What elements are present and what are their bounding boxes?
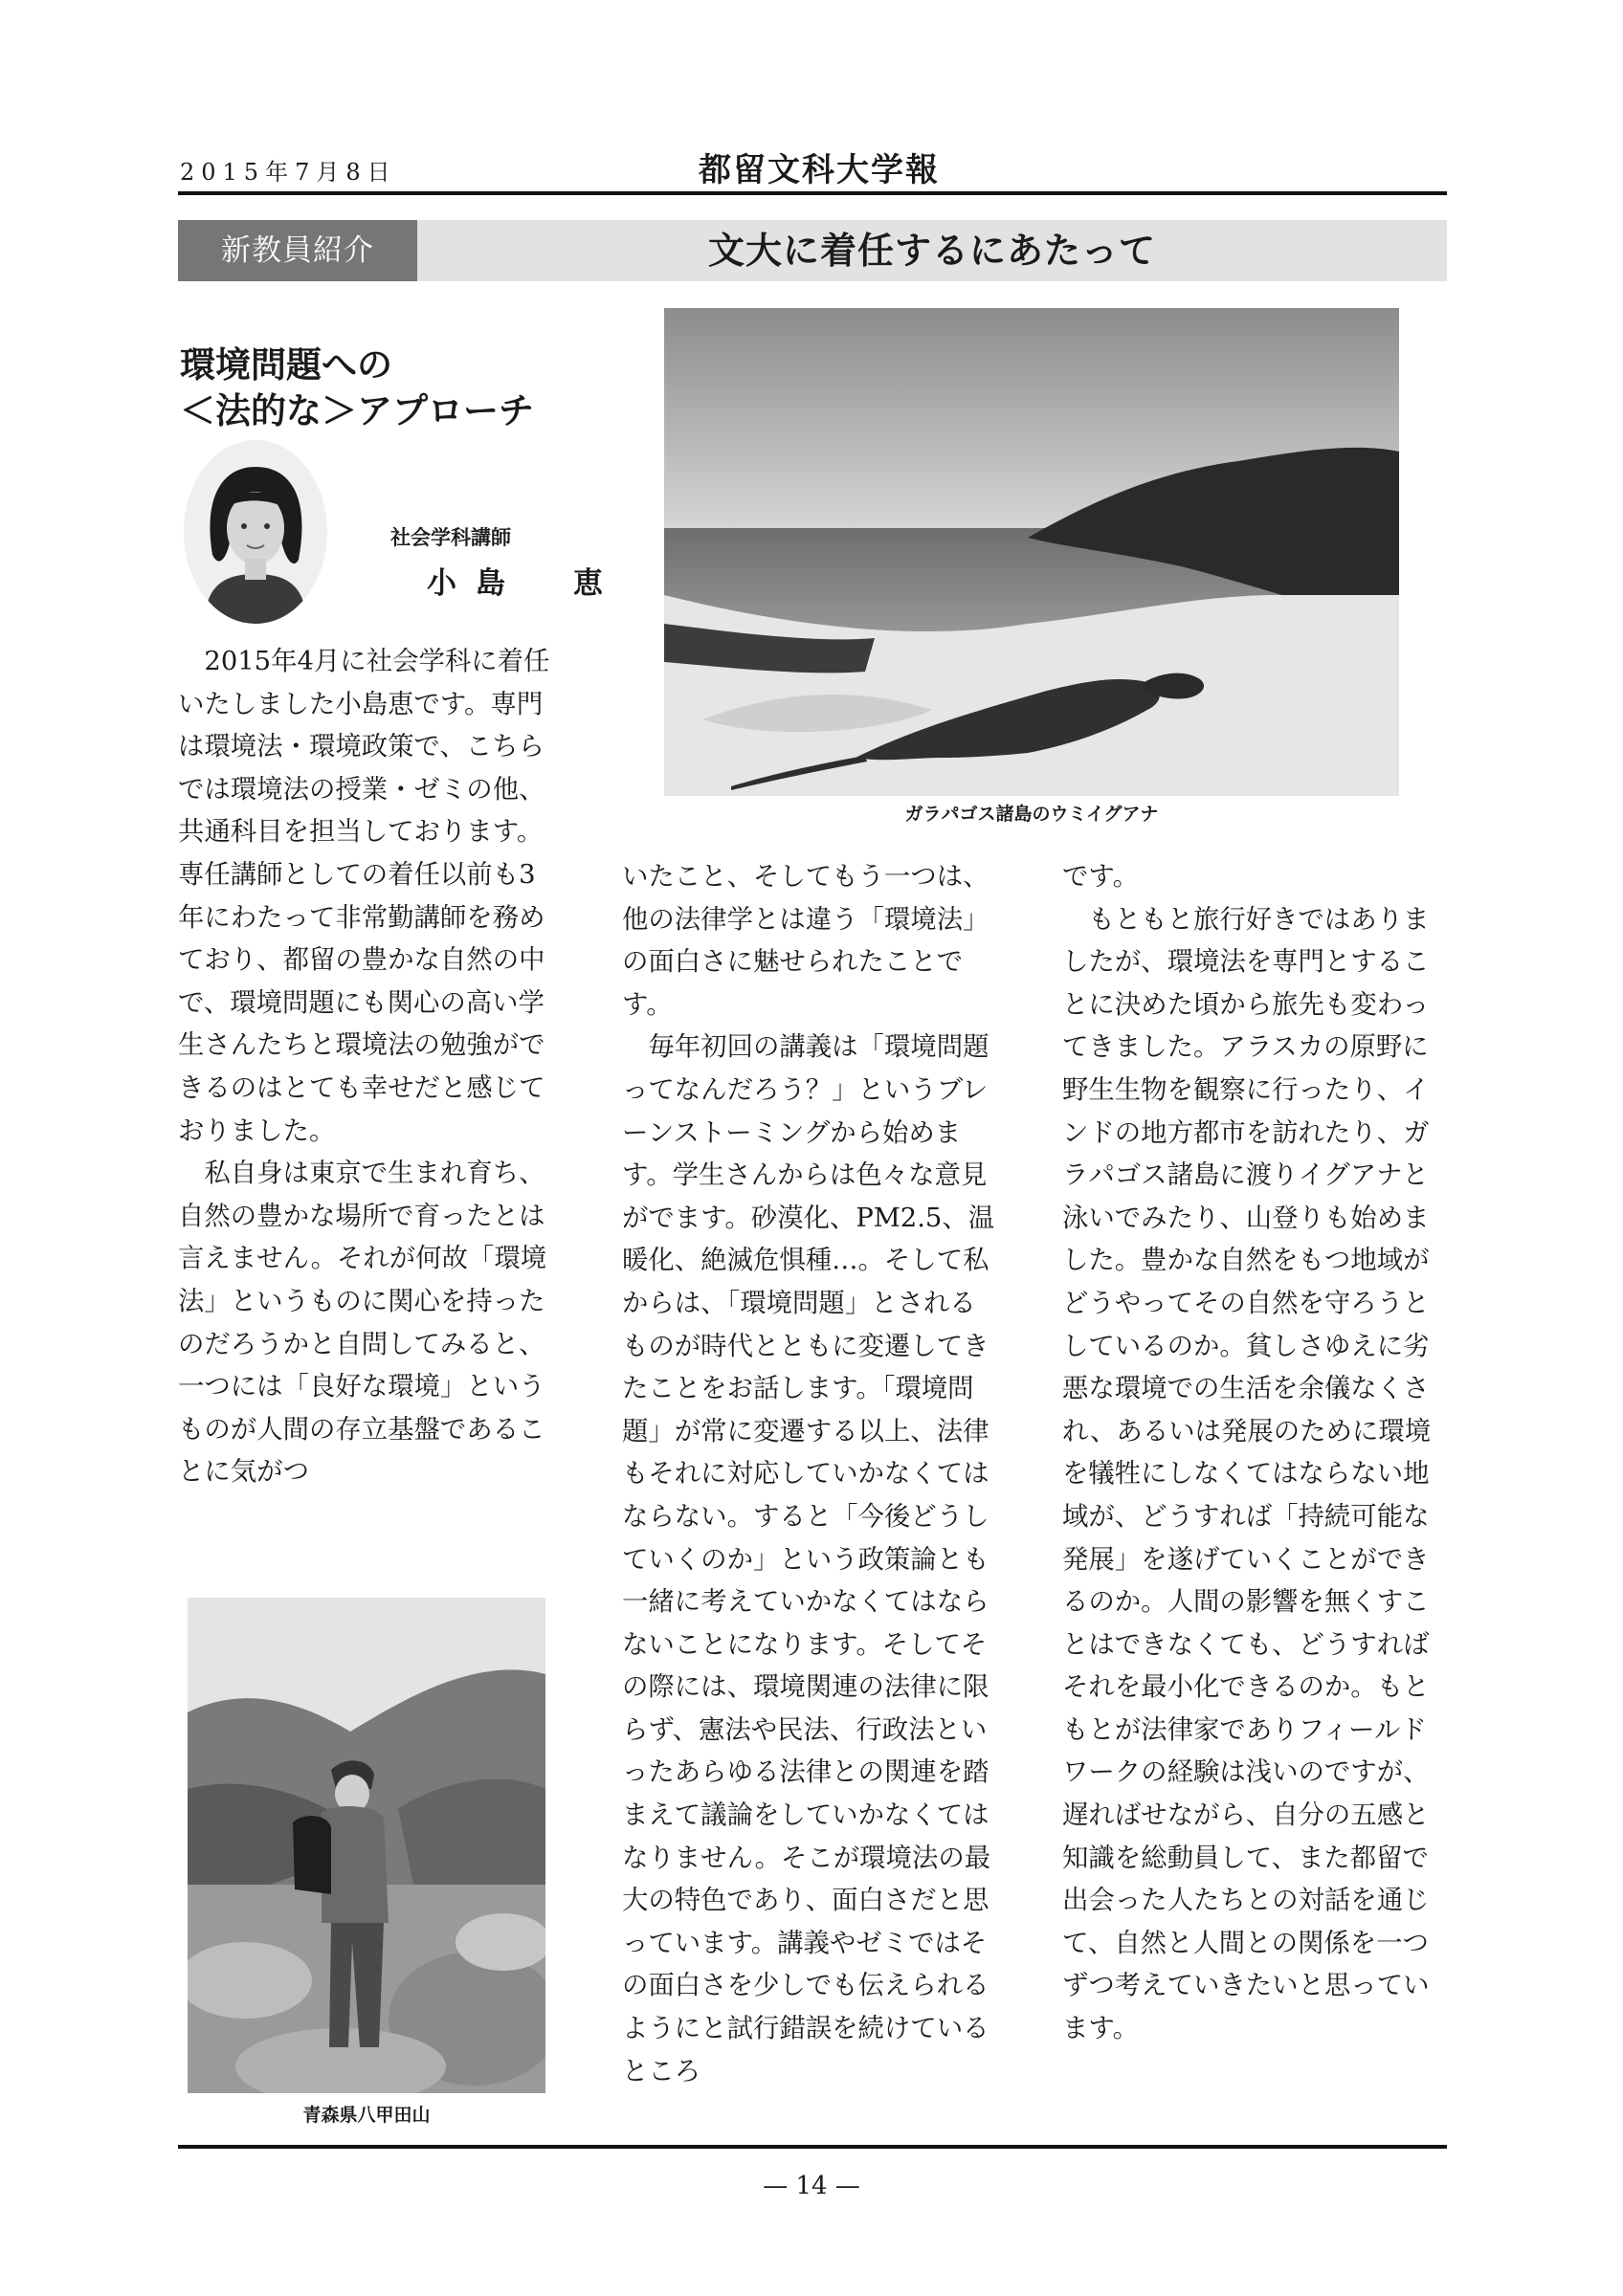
section-title: 文大に着任するにあたって	[707, 230, 1156, 272]
author-name: 小島 恵	[427, 566, 622, 601]
paragraph: 私自身は東京で生まれ育ち、自然の豊かな場所で育ったとは言えません。それが何故「環境法」というものに関心を持ったのだろうかと自問してみると、一つには「良好な環境」というものが人間の存立基盤であることに気がつ	[178, 1159, 547, 1488]
paragraph: もともと旅行好きではありましたが、環境法を専門とすることに決めた頃から旅先も変わってきました。アラスカの原野に野生生物を観察に行ったり、インドの地方都市を訪れたり、ガラパゴス諸島に渡りイグアナと泳いでみたり、山登りも始めました。豊かな自然をもつ地域がどうやってその自然を守ろうとしているのか。貧しさゆえに劣悪な環境での生活を余儀なくされ、あるいは発展のために環境を犠牲にしなくてはならない地域が、どうすれば「持続可能な発展」を遂げていくことができるのか。人間の影響を無くすことはできなくても、どうすればそれを最小化できるのか。もともとが法律家でありフィールドワークの経験は浅いのですが、遅ればせながら、自分の五感と知識を総動員して、また都留で出会った人たちとの対話を通じて、自然と人間との関係を一つずつ考えていきたいと思っています。	[1062, 904, 1432, 2044]
section-tag: 新教員紹介	[178, 220, 417, 281]
article-title-line-1: 環境問題への	[180, 344, 392, 386]
body-column-2	[622, 856, 1001, 2093]
hakkoda-mountain-image	[188, 1598, 545, 2093]
article-title-line-2: ＜法的な＞アプローチ	[180, 390, 534, 431]
paragraph: です。	[1062, 862, 1139, 892]
issue-date: 2015年7月8日	[180, 159, 397, 186]
body-column-1	[178, 641, 557, 1494]
paragraph: いたこと、そしてもう一つは、他の法律学とは違う「環境法」の面白さに魅せられたことです。	[622, 862, 989, 1020]
footer-rule	[178, 2145, 1447, 2149]
portrait-image	[184, 440, 327, 624]
mountain-caption: 青森県八甲田山	[302, 2105, 431, 2126]
galapagos-photo	[664, 308, 1399, 796]
body-column-3	[1062, 856, 1441, 2051]
galapagos-caption: ガラパゴス諸島のウミイグアナ	[904, 804, 1159, 825]
galapagos-iguana-image	[664, 308, 1399, 796]
article-title	[180, 342, 582, 434]
paragraph: 毎年初回の講義は「環境問題ってなんだろう？」というブレーンストーミングから始めます。学生さんからは色々な意見がでます。砂漠化、PM2.5、温暖化、絶滅危惧種…。そして私からは、「環境問題」とされるものが時代とともに変遷してきたことをお話します。「環境問題」が常に変遷する以上、法律もそれに対応していかなくてはならない。すると「今後どうしていくのか」という政策論とも一緒に考えていかなくてはならないことになります。そしてその際には、環境関連の法律に限らず、憲法や民法、行政法といったあらゆる法律との関連を踏まえて議論をしていかなくてはなりません。そこが環境法の最大の特色であり、面白さだと思っています。講義やゼミではその面白さを少しでも伝えられるようにと試行錯誤を続けているところ	[622, 1032, 995, 2086]
section-banner	[178, 220, 1447, 281]
author-role: 社会学科講師	[390, 526, 511, 549]
publication-title: 都留文科大学報	[699, 151, 940, 189]
author-portrait	[184, 440, 327, 624]
page-number: — 14 —	[763, 2172, 860, 2200]
paragraph: 2015年4月に社会学科に着任いたしました小島恵です。専門は環境法・環境政策で、こちらでは環境法の授業・ゼミの他、共通科目を担当しております。専任講師としての着任以前も3年にわたって非常勤講師を務めており、都留の豊かな自然の中で、環境問題にも関心の高い学生さんたちと環境法の勉強ができるのはとても幸せだと感じておりました。	[178, 647, 550, 1146]
header-rule	[178, 191, 1447, 195]
mountain-photo	[188, 1598, 545, 2093]
